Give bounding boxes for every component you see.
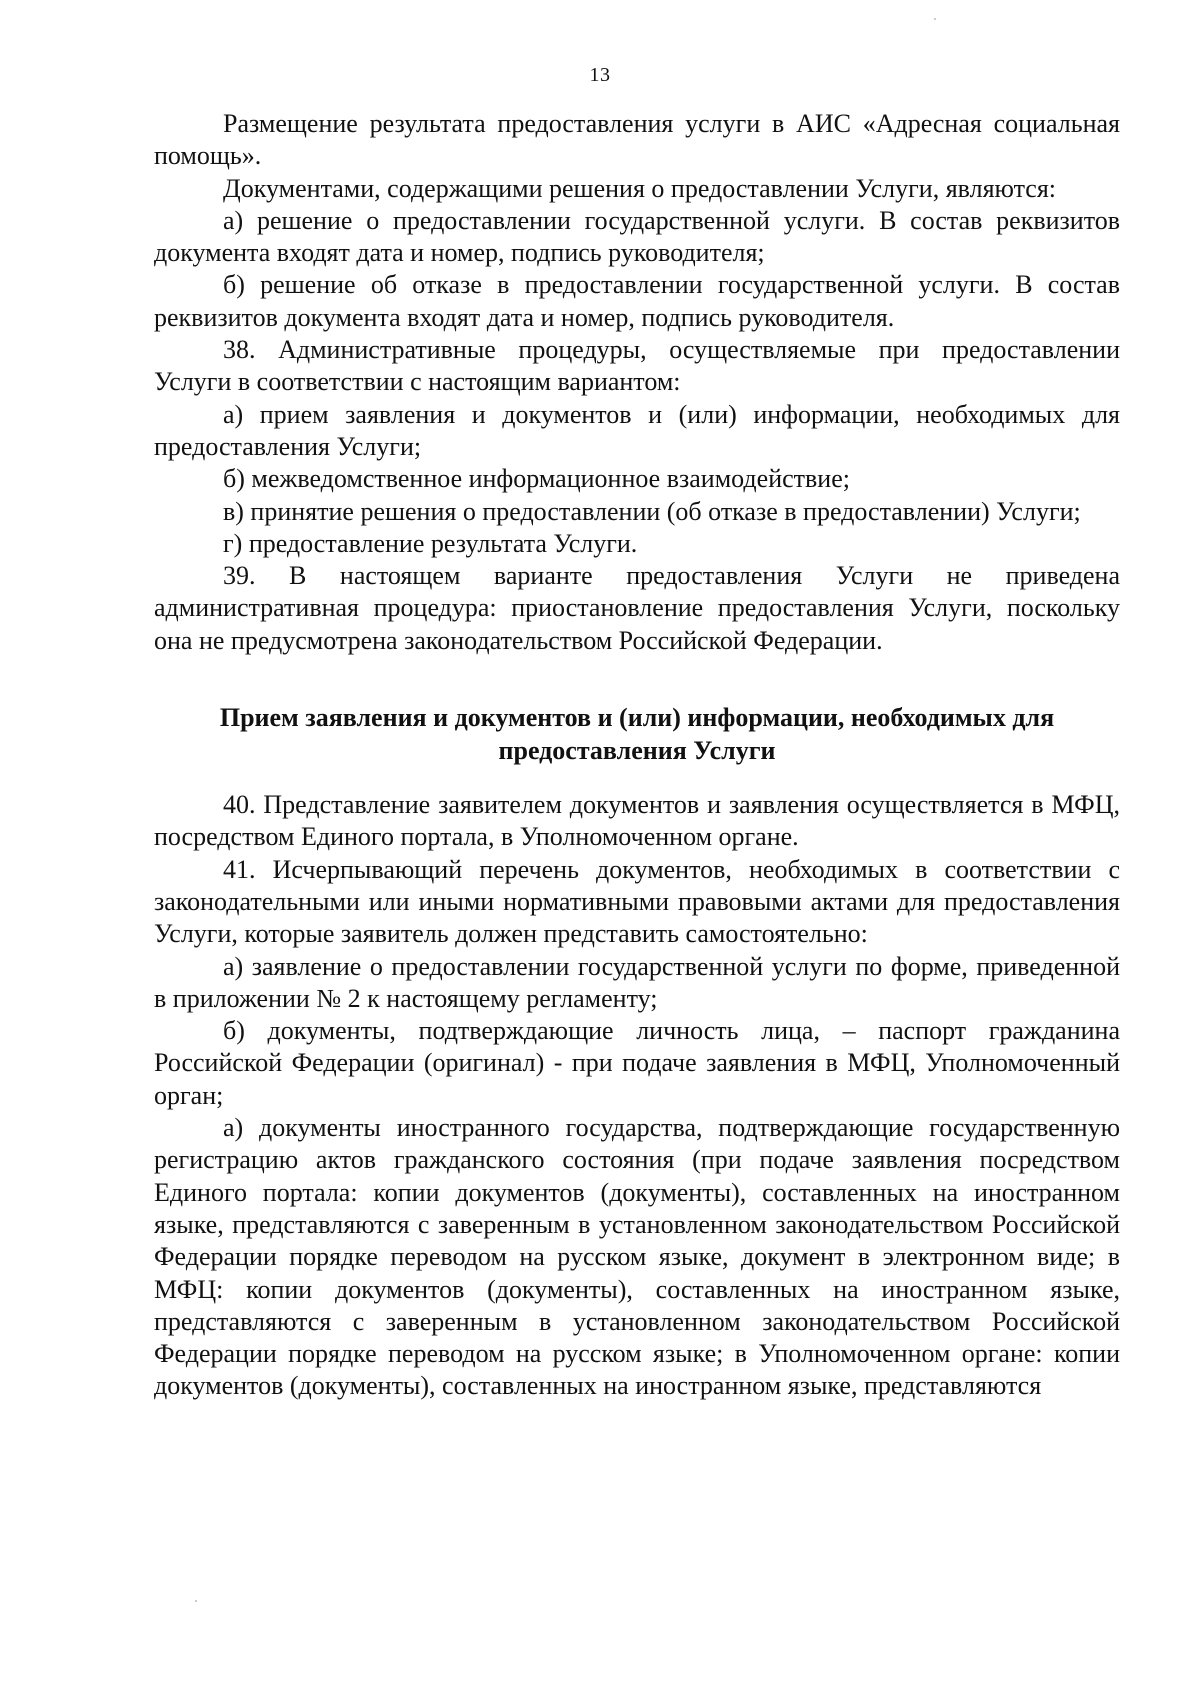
paragraph-40-submission: 40. Представление заявителем документов и заявления осуществляется в МФЦ, посредством Единого портала, в Уполномоченном органе. — [154, 790, 1120, 852]
section-heading — [154, 701, 1120, 767]
paragraph-41-item-a-foreign-documents: а) документы иностранного государства, подтверждающие государственную регистрацию актов гражданского состояния (при подаче заявления посредством Единого портала: копии документов (документы), составленных на иностранном языке, представляются с заверенным в установленном законодательством Российской Федерации порядке переводом на русском языке, документ в электронном виде; в МФЦ: копии документов (документы), составленных на иностранном языке, представляются с заверенным в установленном законодательством Российской Федерации порядке переводом на русском языке; в Уполномоченном органе: копии документов (документы), составленных на иностранном языке, представляются — [154, 1113, 1120, 1401]
section-heading-line-1: Прием заявления и документов и (или) информации, необходимых для — [219, 703, 1055, 733]
document-body — [154, 108, 1120, 1403]
paragraph-item-b-refusal-decision: б) решение об отказе в предоставлении государственной услуги. В состав реквизитов документа входят дата и номер, подпись руководителя. — [154, 270, 1120, 332]
paragraph-39-no-suspension: 39. В настоящем варианте предоставления Услуги не приведена административная процедура: приостановление предоставления Услуги, поскольку она не предусмотрена законодательством Российской Федерации. — [154, 561, 1120, 655]
paragraph-decision-documents: Документами, содержащими решения о предоставлении Услуги, являются: — [223, 173, 1057, 203]
paragraph-item-a-grant-decision: а) решение о предоставлении государственной услуги. В состав реквизитов документа входят дата и номер, подпись руководителя; — [154, 205, 1120, 268]
section-heading-line-2: предоставления Услуги — [498, 736, 776, 766]
scan-speck — [195, 1600, 197, 1602]
paragraph-38-item-b: б) межведомственное информационное взаимодействие; — [223, 464, 850, 494]
paragraph-41-item-b-identity: б) документы, подтверждающие личность лица, – паспорт гражданина Российской Федерации (оригинал) - при подаче заявления в МФЦ, Уполномоченный орган; — [154, 1016, 1120, 1110]
paragraph-41-item-a-application: а) заявление о предоставлении государственной услуги по форме, приведенной в приложении № 2 к настоящему регламенту; — [154, 951, 1120, 1013]
page-number: 13 — [589, 64, 611, 86]
paragraph-38-procedures: 38. Административные процедуры, осуществляемые при предоставлении Услуги в соответствии с настоящим вариантом: — [154, 335, 1120, 397]
paragraph-38-item-a: а) прием заявления и документов и (или) информации, необходимых для предоставления Услуги; — [154, 399, 1120, 461]
paragraph-41-document-list: 41. Исчерпывающий перечень документов, необходимых в соответствии с законодательными или иными нормативными правовыми актами для предоставления Услуги, которые заявитель должен представить самостоятельно: — [154, 854, 1120, 949]
paragraph-38-item-v: в) принятие решения о предоставлении (об отказе в предоставлении) Услуги; — [223, 496, 1081, 526]
paragraph-result-placement: Размещение результата предоставления услуги в АИС «Адресная социальная помощь». — [154, 109, 1120, 171]
scan-speck — [934, 18, 936, 20]
paragraph-38-item-g: г) предоставление результата Услуги. — [223, 528, 638, 558]
